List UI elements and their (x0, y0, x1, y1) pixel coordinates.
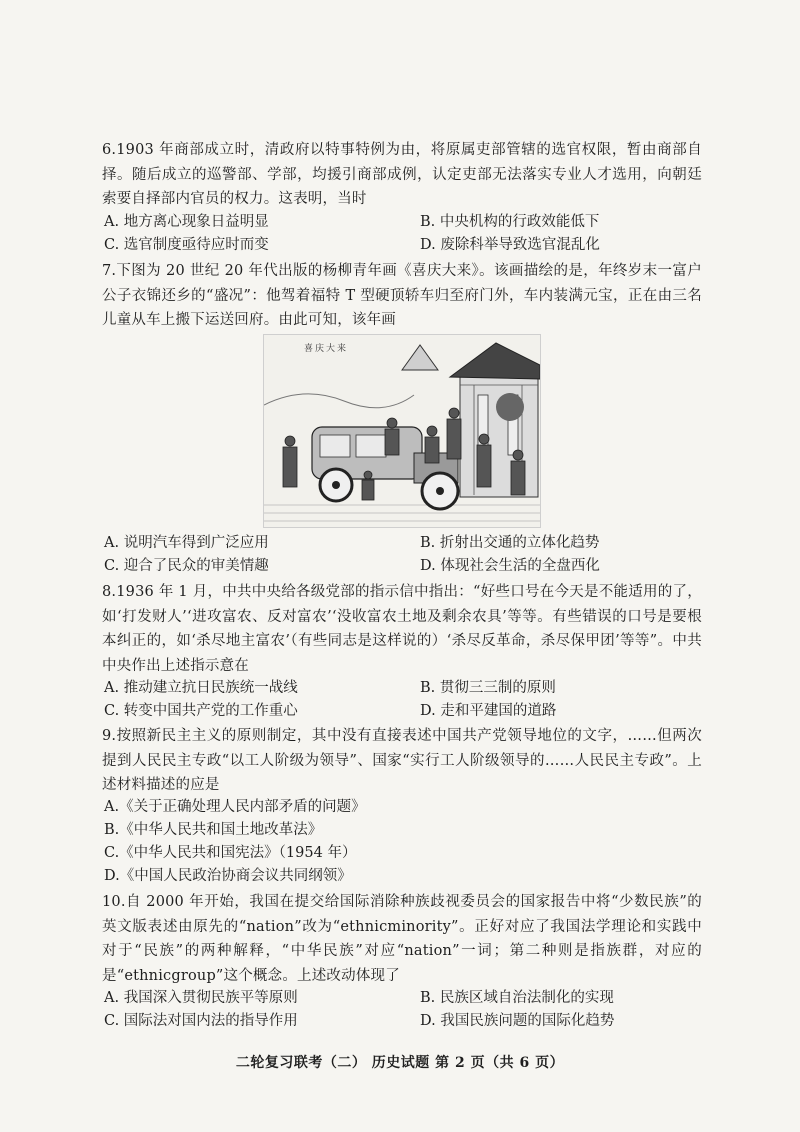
question-7-option-d[interactable]: D. 体现社会生活的全盘西化 (420, 558, 600, 574)
question-9-option-d[interactable]: D.《中国人民政治协商会议共同纲领》 (104, 868, 352, 884)
question-6-stem (102, 138, 702, 212)
painting-title: 喜庆大来 (304, 344, 349, 354)
question-text: 1903 年商部成立时，清政府以特事特例为由，将原属吏部管辖的选官权限，暂由商部自择。随后成立的巡警部、学部，均援引商部成例，认定吏部无法落实专业人才选用，向朝廷索要自择部内官员的权力。这表明，当时 (102, 142, 702, 207)
question-6-option-c[interactable]: C. 选官制度亟待应时而变 (104, 237, 269, 253)
question-6-option-b[interactable]: B. 中央机构的行政效能低下 (420, 214, 600, 230)
question-8-stem (102, 580, 702, 678)
question-10-option-b[interactable]: B. 民族区域自治法制化的实现 (420, 990, 614, 1006)
question-10-option-c[interactable]: C. 国际法对国内法的指导作用 (104, 1013, 298, 1029)
question-text: 按照新民主主义的原则制定，其中没有直接表述中国共产党领导地位的文字，……但两次提到人民民主专政“以工人阶级为领导”、国家“实行工人阶级领导的……人民民主专政”。上述材料描述的应是 (102, 728, 702, 793)
question-9-stem (102, 724, 702, 798)
question-text: 自 2000 年开始，我国在提交给国际消除种族歧视委员会的国家报告中将“少数民族”的英文版表述由原先的“nation”改为“ethnicminority”。正好对应了我国法学理论和实践中对于“民族”的两种解释，“中华民族”对应“nation”一词；第二种则是指族群，对应的是“ethnicgroup”这个概念。上述改动体现了 (102, 894, 702, 984)
question-number: 9. (102, 728, 117, 744)
question-10-option-a[interactable]: A. 我国深入贯彻民族平等原则 (104, 990, 298, 1006)
question-number: 7. (102, 263, 117, 279)
question-7-option-b[interactable]: B. 折射出交通的立体化趋势 (420, 535, 600, 551)
question-7-option-c[interactable]: C. 迎合了民众的审美情趣 (104, 558, 269, 574)
question-9-option-b[interactable]: B.《中华人民共和国土地改革法》 (104, 822, 323, 838)
question-7-stem (102, 259, 702, 333)
page-footer: 二轮复习联考（二） 历史试题 第 2 页（共 6 页） (235, 1055, 565, 1071)
question-8-option-c[interactable]: C. 转变中国共产党的工作重心 (104, 703, 298, 719)
question-8-option-a[interactable]: A. 推动建立抗日民族统一战线 (104, 680, 298, 696)
question-7-option-a[interactable]: A. 说明汽车得到广泛应用 (104, 535, 269, 551)
question-9-option-c[interactable]: C.《中华人民共和国宪法》（1954 年） (104, 845, 357, 861)
question-10-stem (102, 890, 702, 988)
painting-illustration (264, 335, 540, 527)
question-number: 8. (102, 584, 117, 600)
question-8-option-d[interactable]: D. 走和平建国的道路 (420, 703, 557, 719)
question-10-option-d[interactable]: D. 我国民族问题的国际化趋势 (420, 1013, 615, 1029)
question-6-option-d[interactable]: D. 废除科举导致选官混乱化 (420, 237, 600, 253)
question-6-option-a[interactable]: A. 地方离心现象日益明显 (104, 214, 269, 230)
question-number: 6. (102, 142, 117, 158)
question-8-option-b[interactable]: B. 贯彻三三制的原则 (420, 680, 556, 696)
new-year-painting-figure (263, 334, 541, 528)
question-text: 下图为 20 世纪 20 年代出版的杨柳青年画《喜庆大来》。该画描绘的是，年终岁末一富户公子衣锦还乡的“盛况”：他驾着福特 T 型硬顶轿车归至府门外，车内装满元宝，正在由三名儿童从车上搬下运送回府。由此可知，该年画 (102, 263, 702, 328)
question-text: 1936 年 1 月，中共中央给各级党部的指示信中指出：“好些口号在今天是不能适用的了，如‘打发财人’‘进攻富农、反对富农’‘没收富农土地及剩余农具’等等。有些错误的口号是要根本纠正的，如‘杀尽地主富农’（有些同志是这样说的）‘杀尽反革命，杀尽保甲团’等等”。中共中央作出上述指示意在 (102, 584, 702, 674)
question-9-option-a[interactable]: A.《关于正确处理人民内部矛盾的问题》 (104, 799, 366, 815)
question-number: 10. (102, 894, 126, 910)
